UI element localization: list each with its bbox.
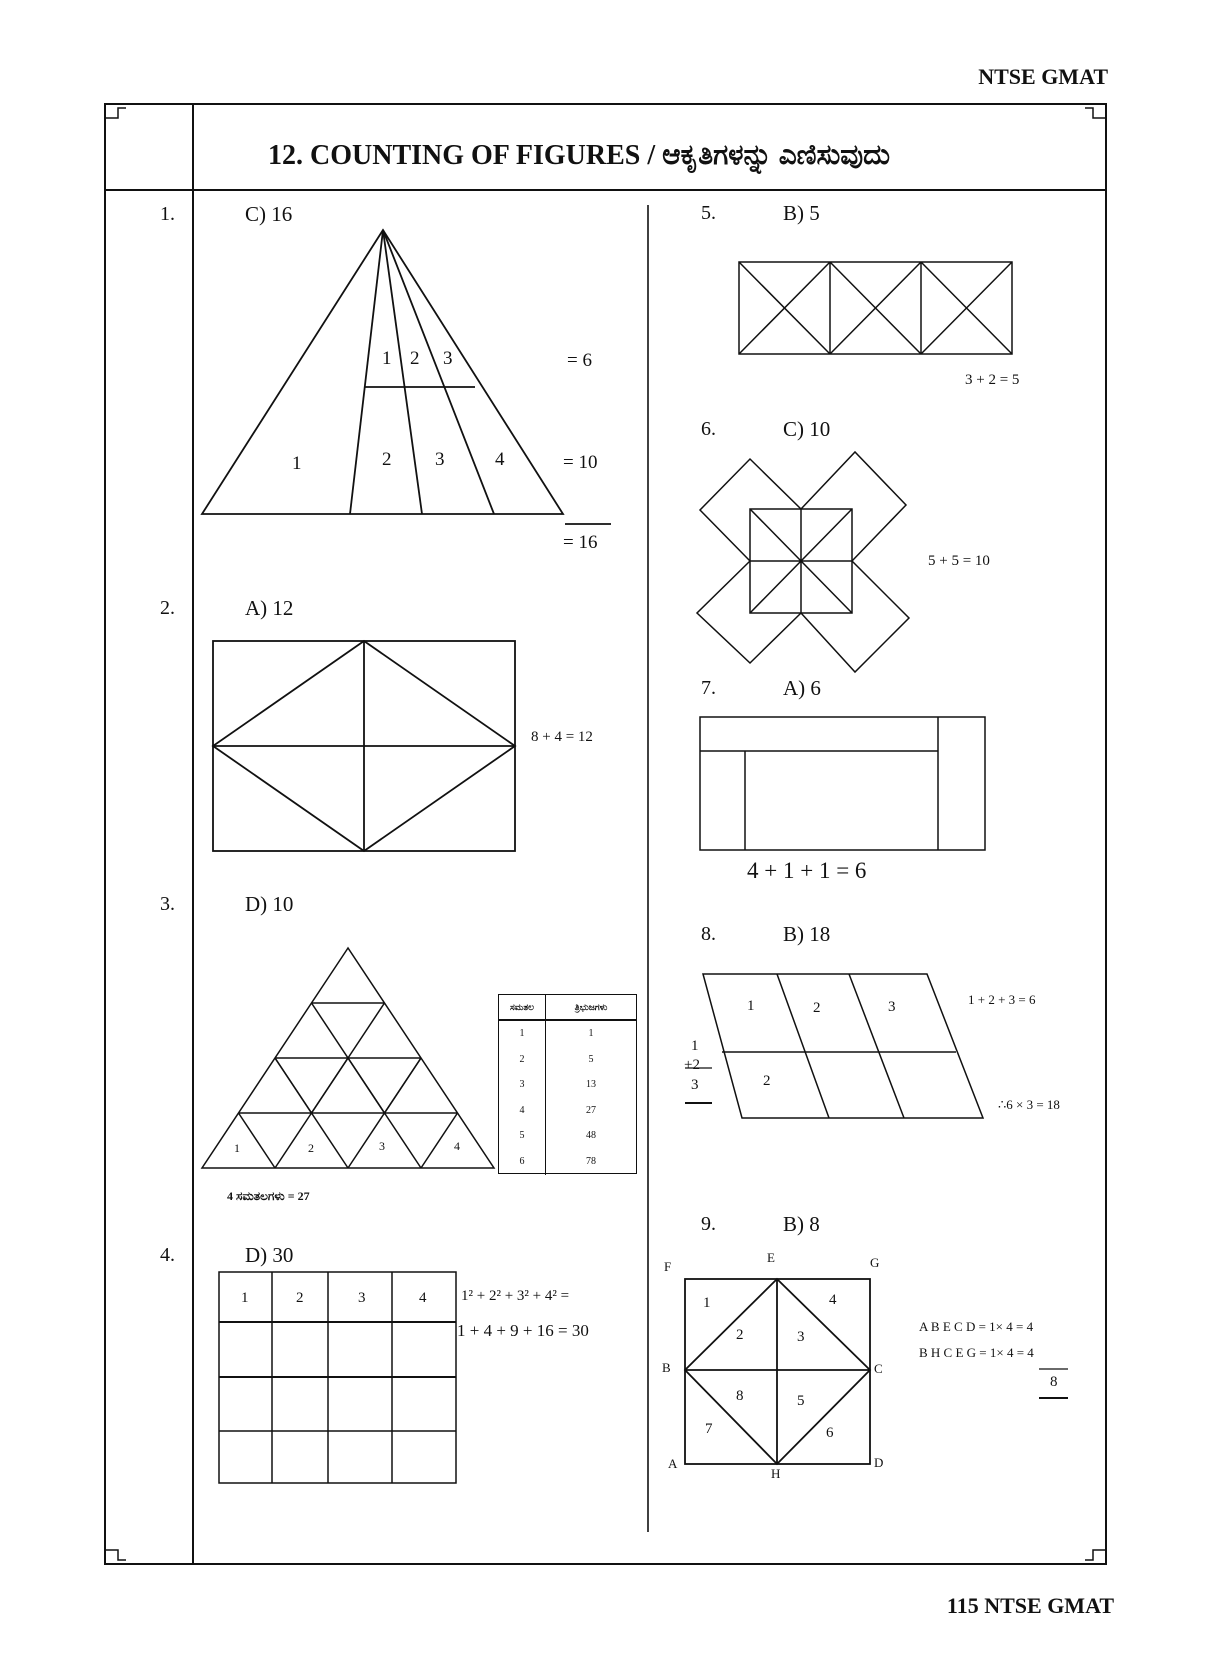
q9-point-label: G: [870, 1255, 880, 1270]
q9-region-label: 5: [797, 1393, 805, 1409]
q2-equation: 8 + 4 = 12: [531, 729, 593, 745]
q4-grid-label: 2: [296, 1290, 304, 1306]
q1-upper-label: 1: [382, 348, 392, 369]
q4-grid-label: 4: [419, 1290, 427, 1306]
table-cell: 27: [586, 1104, 596, 1116]
q9-total: 8: [1050, 1374, 1058, 1390]
q3-table-header: [499, 995, 636, 1021]
chapter-title: 12. COUNTING OF FIGURES / ಆಕೃತಿಗಳನ್ನು ಎಣಿಸುವುದು: [268, 140, 891, 171]
table-row: [499, 1072, 636, 1098]
q8-result: ∴6 × 3 = 18: [998, 1097, 1060, 1112]
q3-bottom-label: 2: [308, 1141, 314, 1155]
q9-point-label: A: [668, 1456, 678, 1471]
q3-figure: [202, 948, 494, 1168]
q8-eq-right: 1 + 2 + 3 = 6: [968, 992, 1036, 1007]
q1-figure: [202, 230, 611, 524]
q5-answer: B) 5: [783, 201, 820, 225]
q9-point-label: B: [662, 1360, 671, 1375]
q7-number: 7.: [701, 677, 716, 699]
q2-answer: A) 12: [245, 596, 294, 620]
q7-figure: [700, 717, 985, 850]
table-cell: 2: [499, 1047, 546, 1073]
q1-eq-top: = 6: [567, 350, 592, 371]
q3-table: [498, 994, 637, 1174]
q8-bottom-label: 2: [763, 1073, 771, 1089]
q9-point-label: D: [874, 1455, 884, 1470]
q4-grid-label: 3: [358, 1290, 366, 1306]
q9-region-label: 8: [736, 1388, 744, 1404]
table-cell: 3: [499, 1072, 546, 1098]
q9-point-label: F: [664, 1259, 672, 1274]
page-header: NTSE GMAT: [978, 64, 1108, 89]
q1-number: 1.: [160, 203, 175, 225]
q1-lower-label: 1: [292, 453, 302, 474]
q3-bottom-label: 3: [379, 1139, 385, 1153]
q3-answer: D) 10: [245, 892, 294, 916]
table-cell: 6: [499, 1149, 546, 1175]
q1-upper-label: 2: [410, 348, 420, 369]
q8-figure: [685, 974, 983, 1118]
q1-lower-label: 4: [495, 449, 505, 470]
q2-figure: [213, 641, 515, 851]
table-cell: 5: [588, 1053, 594, 1065]
table-row: [499, 1021, 636, 1047]
table-row: [499, 1149, 636, 1175]
q8-stack: 3: [691, 1077, 699, 1093]
q6-number: 6.: [701, 418, 716, 440]
q6-answer: C) 10: [783, 417, 831, 441]
q9-region-label: 6: [826, 1425, 834, 1441]
q1-eq-total: = 16: [563, 532, 598, 553]
table-cell: 13: [586, 1079, 596, 1091]
q9-region-label: 7: [705, 1421, 713, 1437]
q8-top-label: 3: [888, 999, 896, 1015]
q6-figure: [697, 452, 909, 672]
footer-title: NTSE GMAT: [984, 1593, 1114, 1618]
table-cell: 4: [499, 1098, 546, 1124]
q5-equation: 3 + 2 = 5: [965, 372, 1020, 388]
q9-region-label: 4: [829, 1292, 837, 1308]
q8-top-label: 2: [813, 1000, 821, 1016]
q4-grid-label: 1: [241, 1290, 249, 1306]
table-cell: 5: [499, 1123, 546, 1149]
q4-answer: D) 30: [245, 1243, 294, 1267]
q3-table-header-cell: ತ್ರಿಭುಜಗಳು: [574, 1002, 608, 1012]
q1-answer: C) 16: [245, 202, 293, 226]
table-cell: 1: [588, 1028, 594, 1039]
q7-equation: 4 + 1 + 1 = 6: [747, 858, 867, 883]
q9-point-label: C: [874, 1361, 883, 1376]
q3-table-header-cell: ಸಮತಲ: [499, 995, 546, 1019]
table-row: [499, 1098, 636, 1124]
q9-point-label: E: [767, 1250, 775, 1265]
q4-eq-line1: 1² + 2² + 3² + 4² =: [461, 1288, 570, 1304]
q7-answer: A) 6: [783, 676, 821, 700]
q8-number: 8.: [701, 923, 716, 945]
q3-bottom-label: 1: [234, 1141, 240, 1155]
q9-answer: B) 8: [783, 1212, 820, 1236]
q8-top-label: 1: [747, 998, 755, 1014]
q4-number: 4.: [160, 1244, 175, 1266]
q3-number: 3.: [160, 893, 175, 915]
table-cell: 48: [586, 1130, 596, 1142]
q9-eq-line2: B H C E G = 1× 4 = 4: [919, 1345, 1034, 1360]
q1-upper-label: 3: [443, 348, 453, 369]
q5-number: 5.: [701, 202, 716, 224]
q9-region-label: 2: [736, 1327, 744, 1343]
table-row: [499, 1123, 636, 1149]
table-cell: 1: [499, 1021, 546, 1047]
q9-eq-line1: A B E C D = 1× 4 = 4: [919, 1319, 1034, 1334]
q8-stack: 1: [691, 1038, 699, 1054]
q6-equation: 5 + 5 = 10: [928, 553, 990, 569]
q9-region-label: 1: [703, 1295, 711, 1311]
q2-number: 2.: [160, 597, 175, 619]
q8-stack: +2: [684, 1057, 700, 1073]
q3-note: 4 ಸಮತಲಗಳು = 27: [227, 1189, 310, 1203]
table-cell: 78: [586, 1155, 596, 1167]
q9-number: 9.: [701, 1213, 716, 1235]
q1-lower-label: 2: [382, 449, 392, 470]
q1-lower-label: 3: [435, 449, 445, 470]
q4-eq-line2: 1 + 4 + 9 + 16 = 30: [457, 1321, 589, 1340]
q3-bottom-label: 4: [454, 1139, 460, 1153]
q9-point-label: H: [771, 1466, 781, 1481]
q5-figure: [739, 262, 1012, 354]
table-row: [499, 1047, 636, 1073]
q1-eq-mid: = 10: [563, 452, 598, 473]
page-number: 115: [946, 1593, 979, 1618]
q8-answer: B) 18: [783, 922, 831, 946]
q9-region-label: 3: [797, 1329, 805, 1345]
